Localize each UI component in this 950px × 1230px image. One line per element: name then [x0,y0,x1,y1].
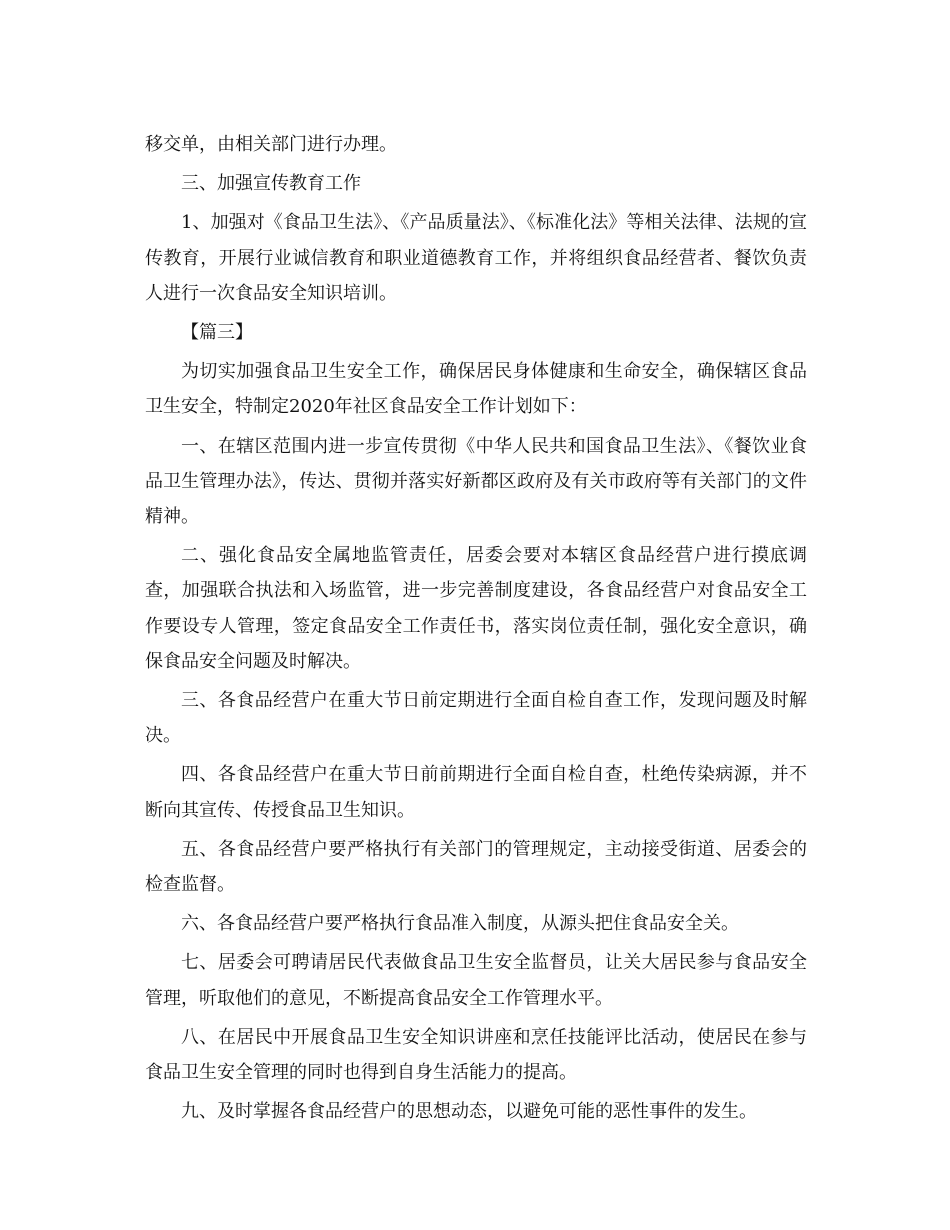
paragraph-item-6: 六、各食品经营户要严格执行食品准入制度，从源头把住食品安全关。 [181,913,739,935]
document-body [145,127,807,1129]
paragraph-item-9: 九、及时掌握各食品经营户的思想动态，以避免可能的恶性事件的发生。 [181,1101,757,1123]
paragraph-item-8: 八、在居民中开展食品卫生安全知识讲座和烹任技能评比活动，使居民在参与食品卫生安全管理的同时也得到自身生活能力的提高。 [145,1026,807,1084]
part-three-heading: 【篇三】 [181,322,253,344]
paragraph-item-7: 七、居委会可聘请居民代表做食品卫生安全监督员，让关大居民参与食品安全管理，听取他们的意见，不断提高食品安全工作管理水平。 [145,952,807,1009]
paragraph-item-2: 二、强化食品安全属地监管责任，居委会要对本辖区食品经营户进行摸底调查，加强联合执法和入场监管，进一步完善制度建设，各食品经营户对食品安全工作要设专人管理，签定食品安全工作责任书，落实岗位责任制，强化安全意识，确保食品安全问题及时解决。 [145,545,807,672]
paragraph-item-3: 三、各食品经营户在重大节日前定期进行全面自检自查工作，发现问题及时解决。 [145,690,807,747]
section-heading-publicity: 三、加强宣传教育工作 [181,173,361,195]
paragraph-item-5: 五、各食品经营户要严格执行有关部门的管理规定，主动接受街道、居委会的检查监督。 [145,838,807,896]
paragraph-continuation: 移交单，由相关部门进行办理。 [145,134,397,155]
paragraph-item-4: 四、各食品经营户在重大节日前前期进行全面自检自查，杜绝传染病源，并不断向其宣传、传授食品卫生知识。 [145,764,807,821]
paragraph-law-education: 1、加强对《食品卫生法》、《产品质量法》、《标准化法》等相关法律、法规的宣传教育，开展行业诚信教育和职业道德教育工作，并将组织食品经营者、餐饮负责人进行一次食品安全知识培训。 [145,212,807,304]
paragraph-plan-intro: 为切实加强食品卫生安全工作，确保居民身体健康和生命安全，确保辖区食品卫生安全，特制定2020年社区食品安全工作计划如下： [145,361,807,418]
paragraph-item-1: 一、在辖区范围内进一步宣传贯彻《中华人民共和国食品卫生法》、《餐饮业食品卫生管理办法》，传达、贯彻并落实好新都区政府及有关市政府等有关部门的文件精神。 [145,435,807,528]
